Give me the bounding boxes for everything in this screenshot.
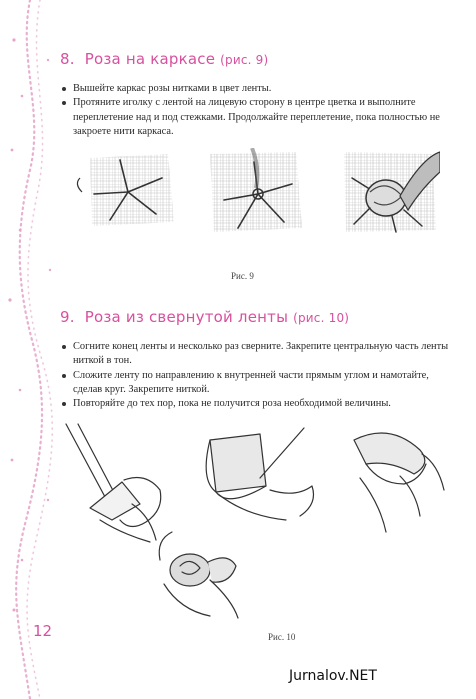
decorative-dotted-border bbox=[0, 0, 60, 699]
section-9-title: Роза из свернутой ленты bbox=[84, 308, 289, 326]
figure-9-step-3 bbox=[344, 152, 440, 232]
figure-9-step-2 bbox=[210, 148, 302, 232]
section-9-instructions bbox=[62, 340, 452, 411]
section-8-instructions bbox=[62, 82, 452, 139]
figure-10-illustration bbox=[60, 420, 446, 620]
section-8-heading bbox=[60, 50, 268, 68]
list-item: Повторяйте до тех пор, пока не получится роза необходимой величины. bbox=[62, 397, 452, 411]
figure-9-step-1 bbox=[77, 154, 174, 226]
watermark: Jurnalov.NET bbox=[289, 668, 377, 684]
figure-10-step-3 bbox=[354, 433, 444, 532]
figure-9-caption: Рис. 9 bbox=[231, 271, 254, 281]
section-9-heading bbox=[60, 308, 349, 326]
page-number: 12 bbox=[33, 622, 53, 640]
section-8-title: Роза на каркасе bbox=[84, 50, 216, 68]
figure-10-step-1 bbox=[66, 424, 161, 542]
section-9-figure-ref: (рис. 10) bbox=[293, 311, 350, 325]
list-item: Вышейте каркас розы нитками в цвет ленты. bbox=[62, 82, 452, 96]
section-8-figure-ref: (рис. 9) bbox=[220, 53, 269, 67]
figure-10-step-4 bbox=[159, 532, 238, 618]
list-item: Сложите ленту по направлению к внутренней части прямым углом и намотайте, сделав круг. Закрепите ниткой. bbox=[62, 369, 452, 398]
list-item: Согните конец ленты и несколько раз сверните. Закрепите центральную часть ленты ниткой в тон. bbox=[62, 340, 452, 369]
list-item: Протяните иголку с лентой на лицевую сторону в центре цветка и выполните переплетение над и под стежками. Продолжайте переплетение, пока полностью не закроете нити каркаса. bbox=[62, 96, 452, 139]
section-9-number: 9. bbox=[60, 308, 75, 326]
figure-10-caption: Рис. 10 bbox=[268, 632, 296, 642]
figure-9-illustration bbox=[70, 148, 440, 268]
section-8-number: 8. bbox=[60, 50, 75, 68]
figure-10-step-2 bbox=[206, 428, 313, 520]
